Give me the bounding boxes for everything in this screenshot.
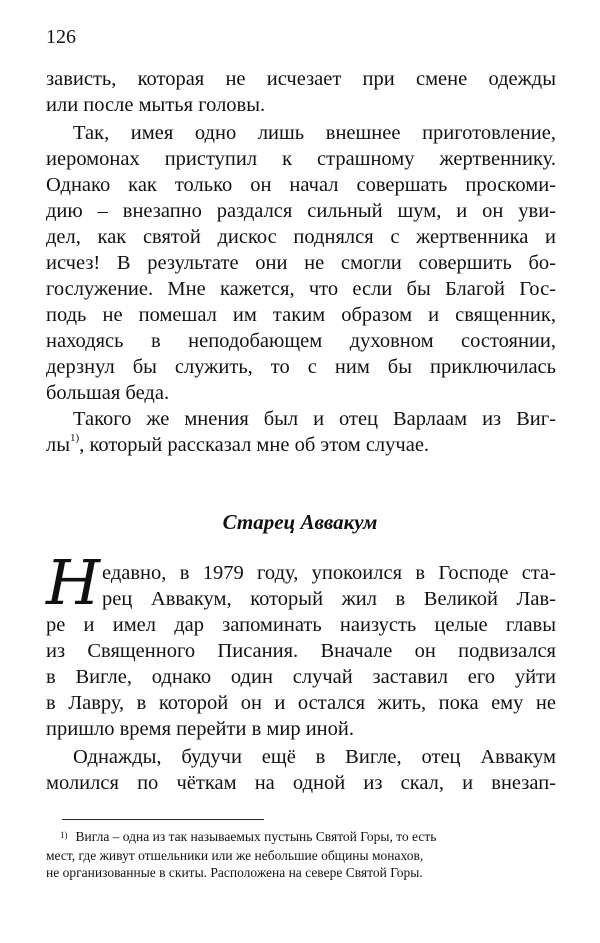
text-line <box>46 432 556 458</box>
text-line: зависть, которая не исчезает при смене одежды <box>46 68 556 90</box>
text-line: гослужение. Мне кажется, что если бы Благой Гос- <box>46 278 556 300</box>
text-line: Однако как только он начал совершать проскоми- <box>46 174 556 196</box>
text-line: или после мытья головы. <box>46 94 266 116</box>
text-line: из Священного Писания. Вначале он подвизался <box>46 640 556 662</box>
text-line: подь не помешал им таким образом и священник, <box>46 304 556 326</box>
paragraph-4 <box>46 612 556 742</box>
text-fragment: , который рассказал мне об этом случае. <box>79 434 430 456</box>
text-line: исчез! В результате они не смогли совершить бо- <box>46 252 556 274</box>
paragraph-3 <box>46 406 556 458</box>
footnote <box>46 828 556 881</box>
text-line: дел, как святой дискос поднялся с жертвенника и <box>46 226 556 248</box>
text-line: большая беда. <box>46 382 170 404</box>
text-line: в Вигле, однако один случай заставил его уйти <box>46 666 556 688</box>
footnote-reference: 1) <box>70 432 80 445</box>
page-number: 126 <box>46 26 76 48</box>
text-line: находясь в неподобающем духовном состоянии, <box>46 330 556 352</box>
footnote-line: мест, где живут отшельники или же небольшие общины монахов, <box>46 848 424 863</box>
text-line: рец Аввакум, который жил в Великой Лав- <box>102 588 556 610</box>
text-line: молился по чёткам на одной из скал, и внезап- <box>46 772 556 794</box>
section-heading: Старец Аввакум <box>222 510 378 534</box>
text-fragment: лы <box>46 434 71 456</box>
text-line: в Лавру, в которой он и остался жить, пока ему не <box>46 692 556 714</box>
text-line: иеромонах приступил к страшному жертвеннику. <box>46 148 556 170</box>
text-line: Однажды, будучи ещё в Вигле, отец Аввакум <box>73 746 556 768</box>
text-line: ре и имел дар запоминать наизусть целые главы <box>46 614 556 636</box>
paragraph-4-dropcap-lines <box>102 560 556 612</box>
drop-cap: Н <box>46 546 101 619</box>
paragraph-2 <box>46 120 556 406</box>
text-line: Так, имея одно лишь внешнее приготовление, <box>73 122 556 144</box>
text-line: дию – внезапно раздался сильный шум, и он уви- <box>46 200 556 222</box>
text-line: едавно, в 1979 году, упокоился в Господе ста- <box>102 562 556 584</box>
text-line: пришло время перейти в мир иной. <box>46 718 354 740</box>
footnote-divider <box>62 819 264 820</box>
footnote-line: не организованные в скиты. Расположена на севере Святой Горы. <box>46 865 423 880</box>
footnote-marker: 1) <box>60 830 68 840</box>
footnote-text: Вигла – одна из так называемых пустынь Святой Горы, то есть <box>75 829 437 844</box>
text-line: Такого же мнения был и отец Варлаам из Виг- <box>73 408 556 430</box>
paragraph-1 <box>46 66 556 118</box>
footnote-line <box>46 828 556 847</box>
paragraph-5 <box>46 744 556 796</box>
text-line: дерзнул бы служить, то с ним бы приключилась <box>46 356 556 378</box>
